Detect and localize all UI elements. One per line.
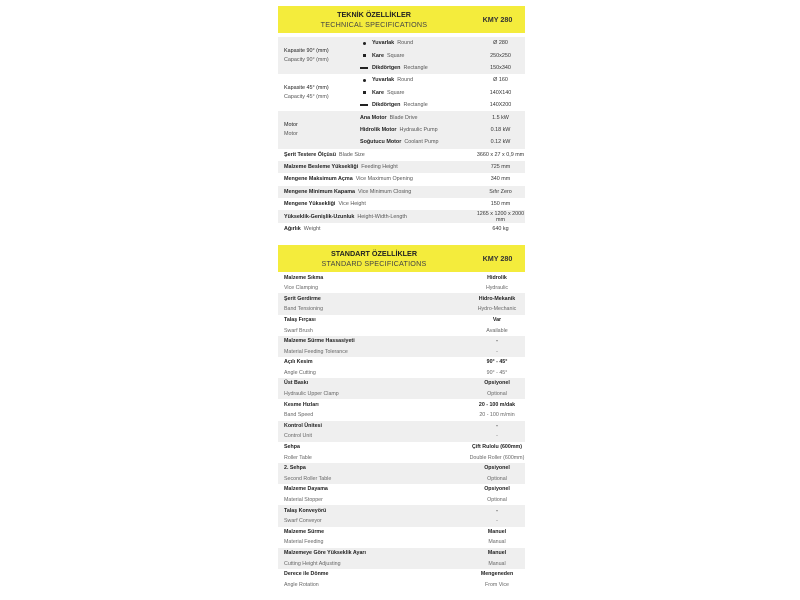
standard-row-value-en: From Vice xyxy=(484,581,510,588)
standard-row-value-en: - xyxy=(496,518,498,525)
technical-specs-title-en: TECHNICAL SPECIFICATIONS xyxy=(320,19,428,29)
row-label-en: Vice Minimum Closing xyxy=(358,188,412,195)
standard-row-label-en: Swarf Conveyor xyxy=(284,518,322,525)
capacity-row xyxy=(360,62,525,74)
standard-row-value-en: - xyxy=(496,433,498,440)
spec-sheet xyxy=(278,0,525,590)
row-value: Ø 280 xyxy=(493,40,508,47)
row-label-tr: Kare xyxy=(372,52,384,59)
row-label-tr: Ana Motor xyxy=(360,114,387,121)
row-label-tr: Yuvarlak xyxy=(372,40,395,47)
standard-row-tr xyxy=(278,505,525,516)
standard-row-en xyxy=(278,474,525,485)
technical-specs-title xyxy=(278,10,470,30)
row-label-en: Vice Maximum Opening xyxy=(355,176,413,183)
standard-row-tr xyxy=(278,293,525,304)
standard-row-en xyxy=(278,452,525,463)
spec-row xyxy=(278,149,525,161)
capacity-90-label xyxy=(278,37,360,74)
standard-row-value-tr: Var xyxy=(492,316,502,323)
standard-row-value-en: - xyxy=(496,348,498,355)
standard-row-value-tr: 90° - 45° xyxy=(486,359,508,366)
standard-row-tr xyxy=(278,442,525,453)
standard-row-en xyxy=(278,579,525,590)
row-label-tr: Mengene Maksimum Açma xyxy=(284,176,353,183)
rectangle-icon xyxy=(360,67,368,69)
standard-spec-row xyxy=(278,357,525,378)
standard-spec-row xyxy=(278,442,525,463)
row-label-en: Blade Drive xyxy=(389,114,418,121)
capacity-90-group xyxy=(278,37,525,74)
capacity-row xyxy=(360,49,525,61)
standard-spec-row xyxy=(278,293,525,314)
standard-row-tr xyxy=(278,357,525,368)
standard-row-label-en: Material Feeding xyxy=(284,539,324,546)
row-label-tr: Yükseklik-Genişlik-Uzunluk xyxy=(284,213,355,220)
row-label-tr: Soğutucu Motor xyxy=(360,139,402,146)
standard-specs-header xyxy=(278,245,525,272)
standard-spec-row xyxy=(278,399,525,420)
standard-specs-model: KMY 280 xyxy=(482,254,513,264)
row-label-en: Rectangle xyxy=(403,64,428,71)
row-label-tr: Kare xyxy=(372,89,384,96)
motor-group xyxy=(278,111,525,148)
row-label-tr: Malzeme Besleme Yüksekliği xyxy=(284,164,359,171)
standard-row-value-en: Available xyxy=(486,327,508,334)
standard-spec-row xyxy=(278,569,525,590)
spec-row xyxy=(278,186,525,198)
technical-specs-table xyxy=(278,37,525,235)
standard-row-tr xyxy=(278,399,525,410)
row-value: 3660 x 27 x 0,9 mm xyxy=(476,151,525,158)
standard-row-value-tr: - xyxy=(496,507,498,514)
standard-row-label-tr: Talaş Fırçası xyxy=(284,316,316,323)
standard-row-label-tr: Malzemeye Göre Yükseklik Ayarı xyxy=(284,549,366,556)
standard-row-tr xyxy=(278,272,525,283)
capacity-45-group xyxy=(278,74,525,111)
standard-row-value-en: Double Roller (600mm) xyxy=(469,454,525,461)
standard-row-label-tr: Şerit Gerdirme xyxy=(284,295,321,302)
capacity-45-label-en: Capacity 45° (mm) xyxy=(284,93,329,100)
standard-row-label-tr: Malzeme Dayama xyxy=(284,486,328,493)
standard-row-tr xyxy=(278,484,525,495)
standard-row-en xyxy=(278,389,525,400)
motor-row xyxy=(360,136,525,148)
row-value: 0.12 kW xyxy=(490,139,511,146)
row-label-en: Vice Height xyxy=(338,201,366,208)
standard-row-tr xyxy=(278,336,525,347)
standard-row-en xyxy=(278,325,525,336)
square-icon xyxy=(360,91,368,94)
row-label-en: Feeding Height xyxy=(361,164,398,171)
rectangle-icon xyxy=(360,104,368,106)
row-value: 1.5 kW xyxy=(492,114,509,121)
standard-row-label-tr: Kesme Hızları xyxy=(284,401,319,408)
row-value: Ø 160 xyxy=(493,77,508,84)
standard-row-en xyxy=(278,516,525,527)
standard-row-value-en: Hydraulic xyxy=(485,285,509,292)
row-label-en: Square xyxy=(387,52,405,59)
capacity-row xyxy=(360,74,525,86)
standard-spec-row xyxy=(278,463,525,484)
round-icon xyxy=(360,79,368,82)
standard-row-label-tr: Derece ile Dönme xyxy=(284,571,329,578)
capacity-row xyxy=(360,87,525,99)
capacity-45-label xyxy=(278,74,360,111)
row-label-tr: Şerit Testere Ölçüsü xyxy=(284,151,337,158)
standard-row-label-en: Band Tensioning xyxy=(284,306,324,313)
standard-row-value-en: Hydro-Mechanic xyxy=(477,306,517,313)
standard-row-label-tr: Kontrol Ünitesi xyxy=(284,422,322,429)
row-label-tr: Mengene Yüksekliği xyxy=(284,201,336,208)
standard-row-value-tr: Opsiyonel xyxy=(484,465,510,472)
spec-row xyxy=(278,198,525,210)
row-value: 250x250 xyxy=(490,52,511,59)
row-label-en: Weight xyxy=(303,226,321,233)
standard-row-label-tr: Sehpa xyxy=(284,444,300,451)
row-label-en: Round xyxy=(397,40,414,47)
motor-label-tr: Motor xyxy=(284,121,298,128)
standard-row-label-tr: Malzeme Sürme xyxy=(284,528,325,535)
standard-row-value-en: 90° - 45° xyxy=(486,369,508,376)
standard-row-en xyxy=(278,410,525,421)
round-icon xyxy=(360,42,368,45)
standard-row-label-en: Material Feeding Tolerance xyxy=(284,348,348,355)
standard-row-en xyxy=(278,537,525,548)
row-value: Sıfır Zero xyxy=(489,188,512,195)
standard-spec-row xyxy=(278,336,525,357)
standard-row-label-tr: 2. Sehpa xyxy=(284,465,306,472)
spec-row xyxy=(278,173,525,185)
row-label-tr: Mengene Minimum Kapama xyxy=(284,188,355,195)
capacity-row xyxy=(360,37,525,49)
standard-spec-row xyxy=(278,505,525,526)
standard-row-label-en: Band Speed xyxy=(284,412,314,419)
row-value: 1265 x 1200 x 2000 mm xyxy=(476,210,525,223)
row-value: 640 kg xyxy=(492,226,509,233)
capacity-90-label-tr: Kapasite 90° (mm) xyxy=(284,47,329,54)
standard-row-label-en: Second Roller Table xyxy=(284,475,332,482)
standard-specs-title-en: STANDARD SPECIFICATIONS xyxy=(321,258,427,268)
square-icon xyxy=(360,54,368,57)
row-value: 140X200 xyxy=(489,102,512,109)
standard-row-value-tr: Opsiyonel xyxy=(484,486,510,493)
standard-specs-title xyxy=(278,249,470,269)
standard-row-label-tr: Malzeme Sürme Hassasiyeti xyxy=(284,338,355,345)
standard-row-label-en: Hydraulic Upper Clamp xyxy=(284,391,339,398)
standard-row-label-en: Cutting Height Adjusting xyxy=(284,560,341,567)
standard-row-en xyxy=(278,283,525,294)
standard-spec-row xyxy=(278,378,525,399)
standard-row-value-tr: Hidro-Mekanik xyxy=(478,295,516,302)
standard-row-label-tr: Üst Baskı xyxy=(284,380,309,387)
row-label-tr: Hidrolik Motor xyxy=(360,126,397,133)
standard-row-value-tr: 20 - 100 m/dak xyxy=(478,401,516,408)
standard-row-en xyxy=(278,346,525,357)
standard-row-label-tr: Açılı Kesim xyxy=(284,359,313,366)
standard-row-tr xyxy=(278,315,525,326)
standard-row-tr xyxy=(278,527,525,538)
standard-row-label-en: Material Stopper xyxy=(284,497,323,504)
motor-label-en: Motor xyxy=(284,130,298,137)
standard-row-value-tr: Çift Rulolu (600mm) xyxy=(471,444,523,451)
standard-row-tr xyxy=(278,548,525,559)
standard-row-value-en: Optional xyxy=(487,391,507,398)
standard-row-value-en: Manual xyxy=(488,539,506,546)
technical-specs-model: KMY 280 xyxy=(482,15,513,24)
row-label-en: Hydraulic Pump xyxy=(399,126,438,133)
standard-row-value-en: 20 - 100 m/min xyxy=(479,412,515,419)
motor-label xyxy=(278,111,360,148)
standard-specs-table xyxy=(278,272,525,590)
row-label-tr: Yuvarlak xyxy=(372,77,395,84)
technical-specs-header xyxy=(278,6,525,33)
capacity-row xyxy=(360,99,525,111)
standard-row-value-tr: Opsiyonel xyxy=(484,380,510,387)
row-value: 150 mm xyxy=(490,201,511,208)
standard-row-value-tr: Mengeneden xyxy=(480,571,514,578)
spec-row xyxy=(278,223,525,235)
standard-row-label-tr: Talaş Konveyörü xyxy=(284,507,327,514)
row-label-en: Blade Size xyxy=(339,151,365,158)
capacity-90-label-en: Capacity 90° (mm) xyxy=(284,56,329,63)
standard-row-en xyxy=(278,495,525,506)
standard-row-tr xyxy=(278,463,525,474)
standard-row-en xyxy=(278,431,525,442)
row-label-en: Height-Width-Length xyxy=(357,213,407,220)
standard-row-label-en: Control Unit xyxy=(284,433,312,440)
standard-spec-row xyxy=(278,272,525,293)
standard-row-en xyxy=(278,304,525,315)
row-label-en: Round xyxy=(397,77,414,84)
standard-row-label-en: Swarf Brush xyxy=(284,327,313,334)
standard-row-value-tr: - xyxy=(496,338,498,345)
row-label-en: Coolant Pump xyxy=(404,139,439,146)
standard-row-label-en: Angle Rotation xyxy=(284,581,319,588)
row-label-tr: Dikdörtgen xyxy=(372,64,401,71)
row-label-en: Square xyxy=(387,89,405,96)
row-label-en: Rectangle xyxy=(403,102,428,109)
standard-row-label-tr: Malzeme Sıkma xyxy=(284,274,324,281)
standard-row-value-tr: Manuel xyxy=(487,528,507,535)
standard-row-value-tr: Hidrolik xyxy=(487,274,507,281)
standard-row-value-en: Manual xyxy=(488,560,506,567)
standard-row-label-en: Roller Table xyxy=(284,454,312,461)
motor-row xyxy=(360,124,525,136)
technical-specs-title-tr: TEKNİK ÖZELLİKLER xyxy=(337,9,411,19)
standard-row-tr xyxy=(278,421,525,432)
standard-spec-row xyxy=(278,527,525,548)
standard-row-tr xyxy=(278,569,525,580)
standard-row-value-tr: Manuel xyxy=(487,549,507,556)
standard-spec-row xyxy=(278,315,525,336)
capacity-45-label-tr: Kapasite 45° (mm) xyxy=(284,84,329,91)
standard-spec-row xyxy=(278,548,525,569)
standard-row-value-en: Optional xyxy=(487,475,507,482)
row-value: 340 mm xyxy=(490,176,511,183)
row-label-tr: Ağırlık xyxy=(284,226,301,233)
row-value: 150x340 xyxy=(490,64,511,71)
standard-row-value-tr: - xyxy=(496,422,498,429)
standard-row-tr xyxy=(278,378,525,389)
standard-row-value-en: Optional xyxy=(487,497,507,504)
standard-spec-row xyxy=(278,484,525,505)
spec-row xyxy=(278,161,525,173)
row-value: 0.18 kW xyxy=(490,126,511,133)
standard-row-label-en: Angle Cutting xyxy=(284,369,316,376)
standard-specs-title-tr: STANDART ÖZELLİKLER xyxy=(330,248,418,258)
motor-row xyxy=(360,111,525,123)
row-value: 725 mm xyxy=(490,164,511,171)
standard-spec-row xyxy=(278,421,525,442)
spec-row xyxy=(278,210,525,222)
standard-row-en xyxy=(278,558,525,569)
standard-row-en xyxy=(278,368,525,379)
standard-row-label-en: Vice Clamping xyxy=(284,285,319,292)
row-value: 140X140 xyxy=(489,89,512,96)
row-label-tr: Dikdörtgen xyxy=(372,102,401,109)
